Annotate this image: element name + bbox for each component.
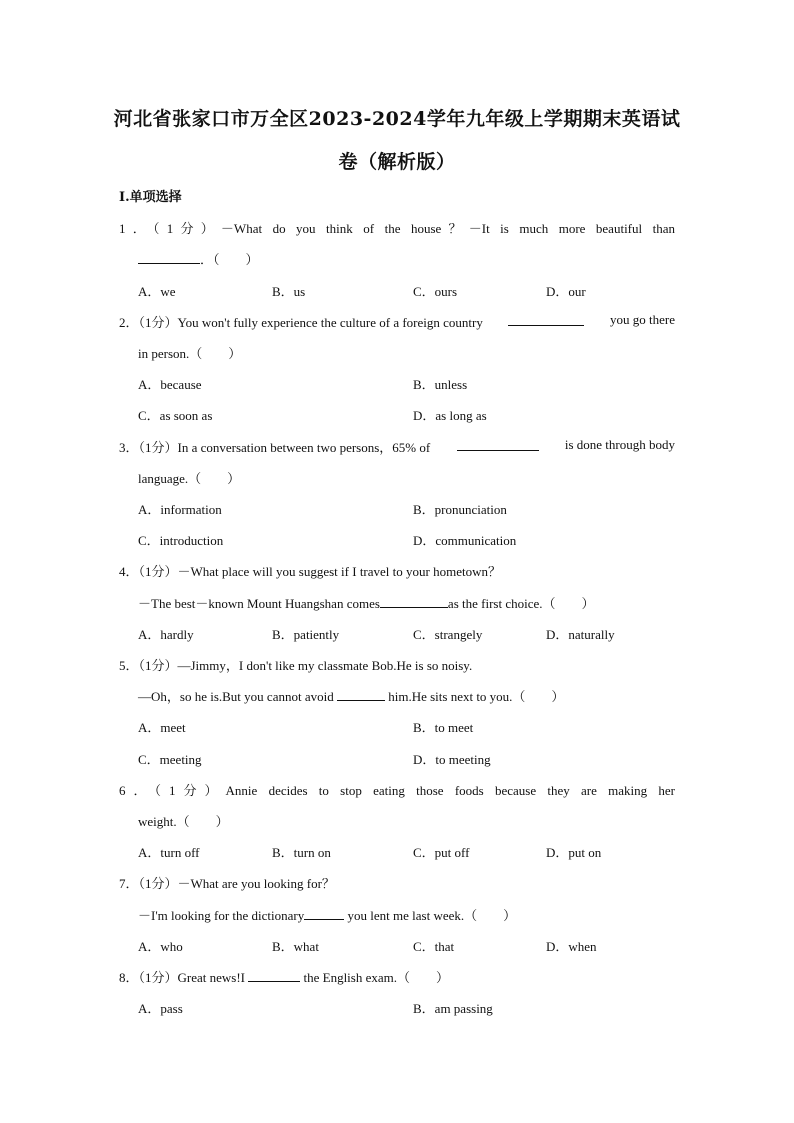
question-4-option-d[interactable]: D．naturally: [546, 627, 615, 642]
question-8-option-b[interactable]: B．am passing: [413, 1001, 493, 1016]
question-3-option-a[interactable]: A．information: [138, 502, 222, 517]
question-3-option-b[interactable]: B．pronunciation: [413, 502, 507, 517]
question-3-option-c[interactable]: C．introduction: [138, 533, 224, 548]
question-1-stem-tail: ．（ ）: [200, 252, 259, 267]
question-4-stem: 4．（1分）－What place will you suggest if I travel to your hometown？: [119, 564, 501, 579]
question-7-stem: 7．（1分）－What are you looking for？: [119, 876, 335, 891]
question-1-option-b[interactable]: B．us: [272, 284, 306, 299]
question-4-stem-cont: [138, 593, 675, 612]
question-4-stem-tail: as the first choice.（ ）: [447, 596, 595, 611]
question-5-stem: 5．（1分）—Jimmy，I don't like my classmate Bob.He is so noisy.: [119, 658, 473, 673]
question-6-option-d[interactable]: D．put on: [546, 845, 602, 860]
answer-blank: [380, 595, 448, 608]
question-7-option-a[interactable]: A．who: [138, 939, 183, 954]
question-1-option-d[interactable]: D．our: [546, 284, 586, 299]
question-7-option-b[interactable]: B．what: [272, 939, 319, 954]
answer-blank: [457, 438, 539, 451]
question-7-option-c[interactable]: C．that: [413, 939, 455, 954]
question-8-stem-tail: the English exam.（ ）: [303, 970, 450, 985]
question-6-option-a[interactable]: A．turn off: [138, 845, 200, 860]
page-title-line-1: 河北省张家口市万全区2023-2024学年九年级上学期期末英语试: [113, 108, 681, 130]
question-5-stem-head: —Oh，so he is.But you cannot avoid: [138, 689, 334, 704]
question-7-stem-cont: [138, 905, 675, 924]
question-1-option-a[interactable]: A．we: [138, 284, 176, 299]
question-5-option-a[interactable]: A．meet: [138, 720, 186, 735]
answer-blank: [248, 969, 300, 982]
question-3-stem-cont: language.（ ）: [138, 471, 241, 486]
question-6-stem-cont: weight.（ ）: [138, 814, 229, 829]
question-2-stem-head: 2．（1分）You won't fully experience the culture of a foreign country: [119, 315, 483, 330]
question-2-option-d[interactable]: D．as long as: [413, 408, 487, 423]
question-8-stem: [119, 967, 675, 986]
question-5-option-b[interactable]: B．to meet: [413, 720, 474, 735]
question-5-option-c[interactable]: C．meeting: [138, 752, 202, 767]
answer-blank: [304, 907, 344, 920]
question-4-option-a[interactable]: A．hardly: [138, 627, 194, 642]
question-1-stem-cont: [138, 249, 675, 268]
question-7-stem-head: －I'm looking for the dictionary: [138, 908, 305, 923]
question-2-option-c[interactable]: C．as soon as: [138, 408, 213, 423]
question-7-stem-tail: you lent me last week.（ ）: [347, 908, 517, 923]
question-2-option-a[interactable]: A．because: [138, 377, 202, 392]
question-3-stem: [119, 437, 675, 456]
question-1-stem: 1．（1分）－What do you think of the house？－It is much more beautiful than: [119, 221, 675, 236]
answer-blank: [508, 313, 584, 326]
answer-blank: [337, 688, 385, 701]
question-4-option-b[interactable]: B．patiently: [272, 627, 340, 642]
question-8-option-a[interactable]: A．pass: [138, 1001, 183, 1016]
question-2-stem-tail: you go there: [610, 312, 675, 327]
question-3-option-d[interactable]: D．communication: [413, 533, 517, 548]
question-6-stem: 6．（1分）Annie decides to stop eating those foods because they are making her: [119, 783, 675, 798]
question-3-stem-head: 3．（1分）In a conversation between two persons，65% of: [119, 440, 431, 455]
question-6-option-c[interactable]: C．put off: [413, 845, 470, 860]
question-4-stem-head: －The best－known Mount Huangshan comes: [138, 596, 380, 611]
question-5-stem-cont: [138, 686, 675, 705]
answer-blank: [138, 251, 200, 264]
question-8-stem-head: 8．（1分）Great news!I: [119, 970, 245, 985]
question-6-option-b[interactable]: B．turn on: [272, 845, 331, 860]
question-2-option-b[interactable]: B．unless: [413, 377, 468, 392]
question-2-stem: [119, 312, 675, 331]
section-heading: I.单项选择: [119, 190, 182, 205]
question-7-option-d[interactable]: D．when: [546, 939, 597, 954]
question-2-stem-cont: in person.（ ）: [138, 346, 242, 361]
question-4-option-c[interactable]: C．strangely: [413, 627, 483, 642]
question-1-option-c[interactable]: C．ours: [413, 284, 458, 299]
question-3-stem-tail: is done through body: [564, 437, 675, 452]
question-5-stem-tail: him.He sits next to you.（ ）: [388, 689, 565, 704]
page-title-line-2: 卷（解析版）: [338, 151, 456, 173]
question-5-option-d[interactable]: D．to meeting: [413, 752, 491, 767]
